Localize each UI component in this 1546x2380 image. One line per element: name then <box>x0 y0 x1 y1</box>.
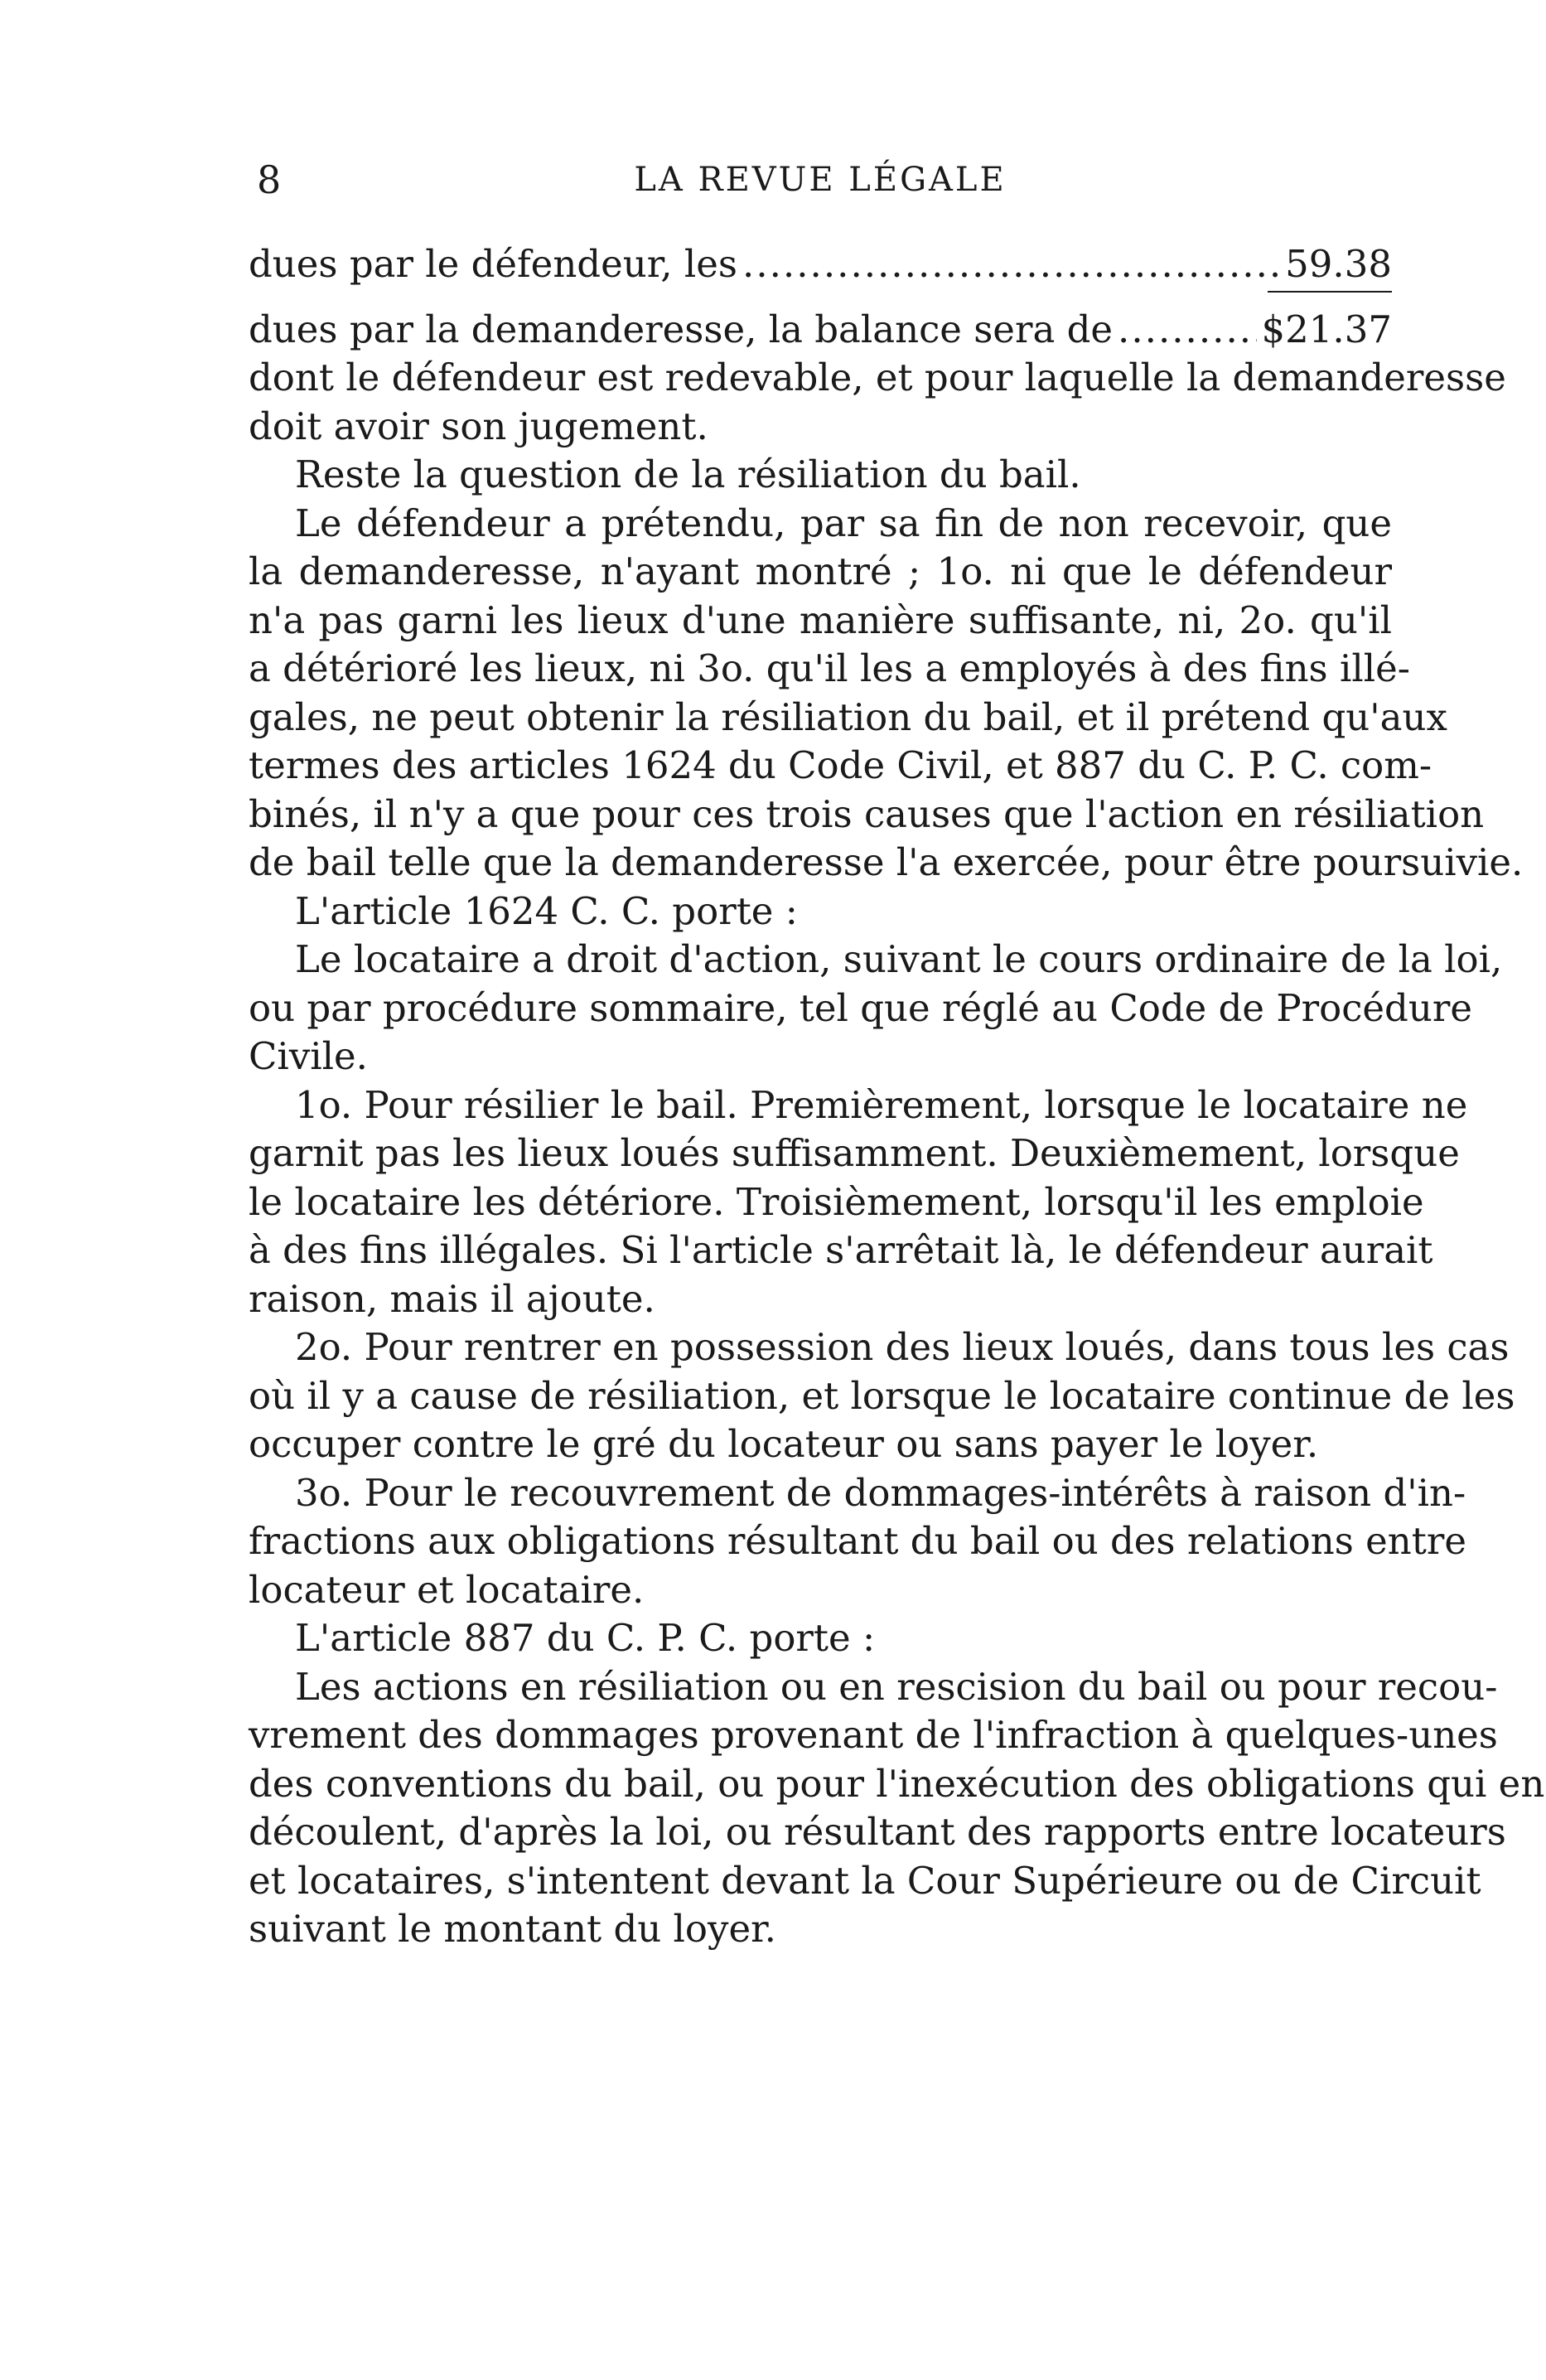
paragraph: Reste la question de la résiliation du bail. <box>295 452 1081 496</box>
page-number: 8 <box>257 157 282 202</box>
text-line: Civile. <box>249 1034 368 1078</box>
paragraph <box>249 354 1506 451</box>
account-line-amount: 59.38 <box>1285 242 1392 286</box>
text-line: et locataires, s'intentent devant la Cour Supérieure ou de Circuit <box>249 1858 1481 1903</box>
text-line: binés, il n'y a que pour ces trois causes que l'action en résiliation <box>249 791 1485 836</box>
text-line: gales, ne peut obtenir la résiliation du bail, et il prétend qu'aux <box>249 694 1447 739</box>
text-line: n'a pas garni les lieux d'une manière suffisante, ni, 2o. qu'il <box>249 597 1392 642</box>
text-line: dont le défendeur est redevable, et pour laquelle la demanderesse <box>249 356 1506 399</box>
text-line: Le locataire a droit d'action, suivant le cours ordinaire de la loi, <box>295 937 1503 981</box>
page-header <box>249 157 1392 215</box>
text-line: ou par procédure sommaire, tel que réglé au Code de Procédure <box>249 985 1472 1030</box>
sum-rule <box>249 289 1392 306</box>
text-line: a détérioré les lieux, ni 3o. qu'il les a employés à des fins illé- <box>249 646 1410 690</box>
paragraph: L'article 887 du C. P. C. porte : <box>295 1616 876 1660</box>
text-line: à des fins illégales. Si l'article s'arrêtait là, le défendeur aurait <box>249 1228 1433 1272</box>
paragraph <box>249 500 1524 888</box>
text-line: locateur et locataire. <box>249 1567 645 1612</box>
page-body <box>249 240 1545 1954</box>
text-line: Le défendeur a prétendu, par sa fin de non recevoir, que <box>295 501 1392 545</box>
text-line: 1o. Pour résilier le bail. Premièrement, lorsque le locataire ne <box>295 1082 1468 1127</box>
account-line-amount: $21.37 <box>1261 307 1392 351</box>
text-line: fractions aux obligations résultant du bail ou des relations entre <box>249 1519 1466 1563</box>
paragraph: L'article 1624 C. C. porte : <box>295 888 798 933</box>
text-line: garnit pas les lieux loués suffisamment. Deuxièmement, lorsque <box>249 1131 1460 1175</box>
text-line: occuper contre le gré du locateur ou sans payer le loyer. <box>249 1422 1319 1466</box>
running-title: LA REVUE LÉGALE <box>634 161 1007 199</box>
text-line: 3o. Pour le recouvrement de dommages-intérêts à raison d'in- <box>295 1470 1466 1515</box>
account-line-label: dues par la demanderesse, la balance sera de <box>249 307 1114 351</box>
text-line: la demanderesse, n'ayant montré ; 1o. ni que le défendeur <box>249 549 1392 593</box>
text-line: termes des articles 1624 du Code Civil, et 887 du C. P. C. com- <box>249 743 1432 787</box>
quoted-paragraph <box>249 1663 1545 1954</box>
text-line: découlent, d'après la loi, ou résultant des rapports entre locateurs <box>249 1810 1506 1854</box>
sum-rule-line <box>1268 291 1392 293</box>
quoted-paragraph <box>249 1469 1466 1615</box>
text-line: doit avoir son jugement. <box>249 404 708 448</box>
text-line: suivant le montant du loyer. <box>249 1907 776 1951</box>
text-line: des conventions du bail, ou pour l'inexécution des obligations qui en <box>249 1761 1545 1806</box>
account-line-defendant <box>249 240 1392 289</box>
account-line-label: dues par le défendeur, les <box>249 242 738 286</box>
text-line: 2o. Pour rentrer en possession des lieux loués, dans tous les cas <box>295 1325 1510 1369</box>
text-line: vrement des dommages provenant de l'infraction à quelques-unes <box>249 1713 1498 1757</box>
quoted-paragraph <box>249 1081 1468 1324</box>
text-line: où il y a cause de résiliation, et lorsque le locataire continue de les <box>249 1373 1515 1418</box>
dot-leader <box>1118 306 1257 355</box>
text-line: le locataire les détériore. Troisièmement, lorsqu'il les emploie <box>249 1179 1424 1224</box>
text-line: raison, mais il ajoute. <box>249 1276 655 1321</box>
quoted-paragraph <box>249 936 1503 1081</box>
text-line: de bail telle que la demanderesse l'a exercée, pour être poursuivie. <box>249 840 1524 884</box>
text-line: Les actions en résiliation ou en rescision du bail ou pour recou- <box>295 1664 1498 1709</box>
quoted-paragraph <box>249 1323 1515 1469</box>
dot-leader <box>742 240 1280 289</box>
account-line-balance <box>249 306 1392 355</box>
